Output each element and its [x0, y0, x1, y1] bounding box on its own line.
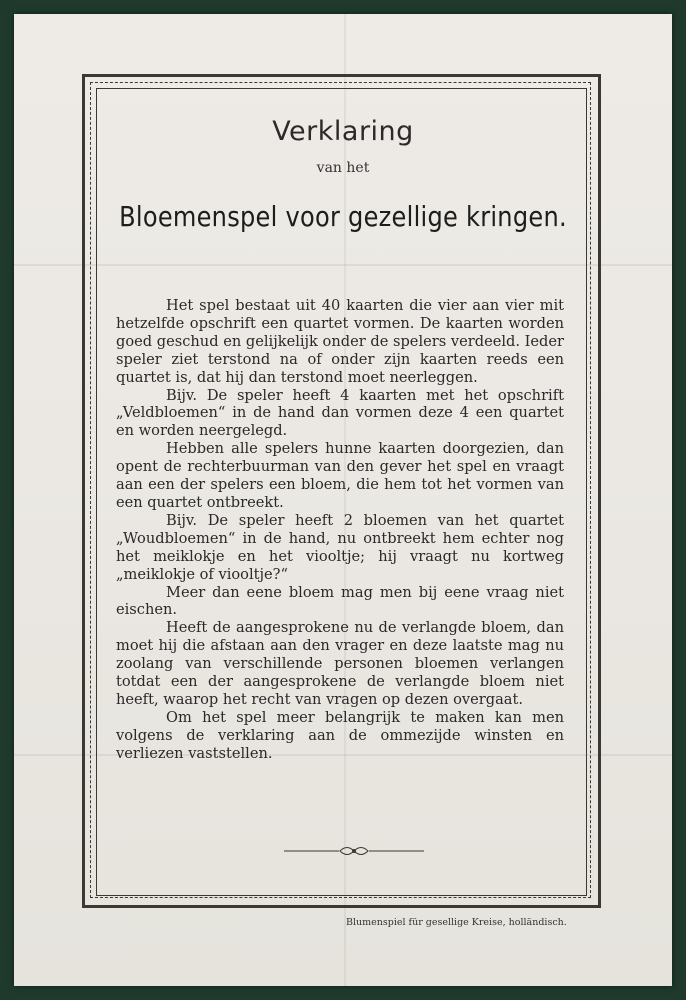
paragraph: Het spel bestaat uit 40 kaarten die vier aan vier mit hetzelfde opschrift een quartet vormen. De kaarten worden goed geschud en gelijkelijk onder de spelers verdeeld. Ieder speler ziet terstond na of onder zijn kaarten reeds een quartet is, dat hij dan terstond moet neerleggen.	[116, 297, 564, 386]
footer-imprint: Blumenspiel für gesellige Kreise, holländisch.	[346, 917, 567, 928]
paragraph: Meer dan eene bloem mag men bij eene vraag niet eischen.	[116, 583, 564, 619]
rules-text	[116, 297, 564, 763]
divider-ornament-icon	[284, 842, 424, 860]
document-title: Verklaring	[272, 116, 414, 147]
document-sheet	[14, 14, 672, 986]
paragraph: Bijv. De speler heeft 2 bloemen van het quartet „Woudbloemen“ in de hand, nu ontbreekt hem echter nog het meiklokje en het viooltje; hij vraagt nu kortweg „meiklokje of viooltje?“	[116, 511, 564, 583]
paragraph: Heeft de aangesprokene nu de verlangde bloem, dan moet hij die afstaan aan den vrager en deze laatste mag nu zoolang van verschillende personen bloemen verlangen totdat een der aangesprokene de verlangde bloem niet heeft, waarop het recht van vragen op dezen overgaat.	[116, 619, 564, 708]
document-subtitle: van het	[316, 160, 370, 176]
document-headline: Bloemenspel voor gezellige kringen.	[119, 200, 567, 233]
paragraph: Om het spel meer belangrijk te maken kan men volgens de verklaring aan de ommezijde winsten en verliezen vaststellen.	[116, 708, 564, 762]
paragraph: Hebben alle spelers hunne kaarten doorgezien, dan opent de rechterbuurman van den gever het spel en vraagt aan een der spelers een bloem, die hem tot het vormen van een quartet ontbreekt.	[116, 440, 564, 511]
paragraph: Bijv. De speler heeft 4 kaarten met het opschrift „Veldbloemen“ in de hand dan vormen deze 4 een quartet en worden neergelegd.	[116, 386, 564, 440]
